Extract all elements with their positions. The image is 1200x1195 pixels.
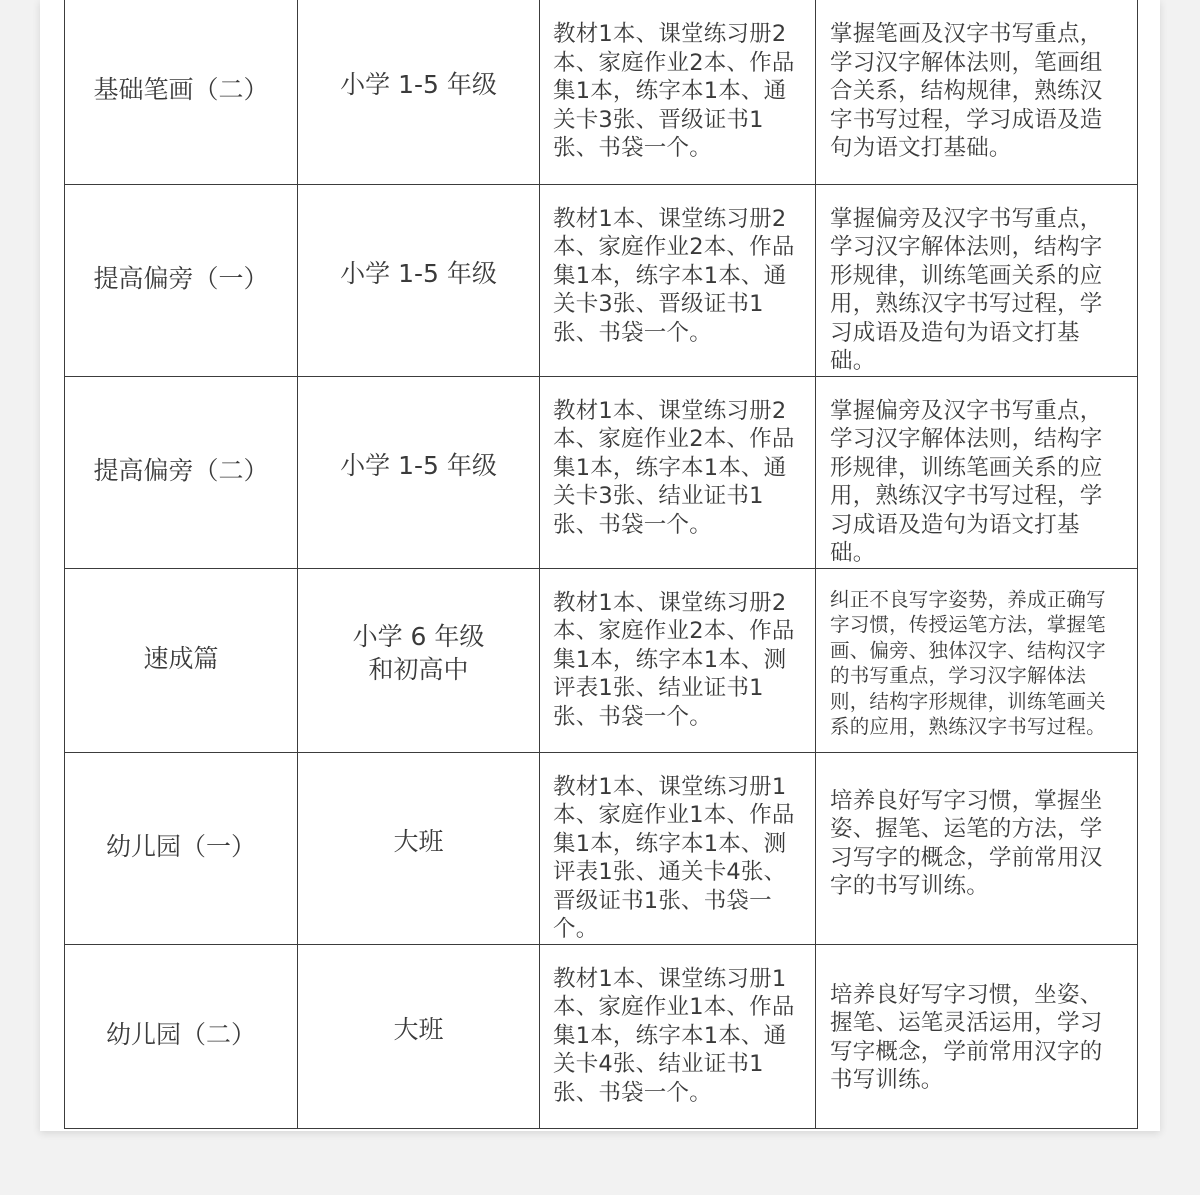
grade-line: 小学 1-5 年级 — [340, 70, 497, 100]
course-materials: 教材1本、课堂练习册2本、家庭作业2本、作品集1本，练字本1本、通关卡3张、晋级证书1张、书袋一个。 — [540, 0, 816, 184]
table-row — [65, 944, 1138, 1128]
course-grade — [298, 376, 540, 568]
course-goals: 掌握偏旁及汉字书写重点，学习汉字解体法则，结构字形规律，训练笔画关系的应用，熟练汉字书写过程，学习成语及造句为语文打基础。 — [816, 376, 1138, 568]
course-name: 提高偏旁（一） — [65, 184, 298, 376]
course-materials: 教材1本、课堂练习册2本、家庭作业2本、作品集1本，练字本1本、测评表1张、结业证书1张、书袋一个。 — [540, 568, 816, 752]
grade-line: 小学 1-5 年级 — [340, 258, 497, 288]
course-grade — [298, 0, 540, 184]
course-grade — [298, 568, 540, 752]
grade-line: 和初高中 — [368, 655, 469, 684]
table-row — [65, 0, 1138, 184]
course-card — [40, 0, 1160, 1131]
course-name: 速成篇 — [65, 568, 298, 752]
course-goals: 培养良好写字习惯，坐姿、握笔、运笔灵活运用，学习写字概念，学前常用汉字的书写训练。 — [816, 944, 1138, 1128]
table-row — [65, 184, 1138, 376]
table-row — [65, 376, 1138, 568]
grade-line: 大班 — [393, 826, 444, 856]
course-name: 基础笔画（二） — [65, 0, 298, 184]
table-row — [65, 752, 1138, 944]
course-grade — [298, 944, 540, 1128]
course-name: 幼儿园（一） — [65, 752, 298, 944]
course-goals: 掌握笔画及汉字书写重点，学习汉字解体法则，笔画组合关系，结构规律，熟练汉字书写过程，学习成语及造句为语文打基础。 — [816, 0, 1138, 184]
course-materials: 教材1本、课堂练习册2本、家庭作业2本、作品集1本，练字本1本、通关卡3张、结业证书1张、书袋一个。 — [540, 376, 816, 568]
grade-line: 小学 6 年级 — [352, 622, 485, 651]
course-goals: 培养良好写字习惯，掌握坐姿、握笔、运笔的方法，学习写字的概念，学前常用汉字的书写训练。 — [816, 752, 1138, 944]
course-goals: 掌握偏旁及汉字书写重点，学习汉字解体法则，结构字形规律，训练笔画关系的应用，熟练汉字书写过程，学习成语及造句为语文打基础。 — [816, 184, 1138, 376]
course-grade — [298, 752, 540, 944]
course-goals: 纠正不良写字姿势，养成正确写字习惯，传授运笔方法，掌握笔画、偏旁、独体汉字、结构汉字的书写重点，学习汉字解体法则，结构字形规律，训练笔画关系的应用，熟练汉字书写过程。 — [816, 568, 1138, 752]
grade-line: 小学 1-5 年级 — [340, 450, 497, 480]
course-name: 幼儿园（二） — [65, 944, 298, 1128]
table-row — [65, 568, 1138, 752]
course-materials: 教材1本、课堂练习册1本、家庭作业1本、作品集1本，练字本1本、通关卡4张、结业证书1张、书袋一个。 — [540, 944, 816, 1128]
course-table — [64, 0, 1138, 1129]
grade-line: 大班 — [393, 1014, 444, 1044]
course-grade — [298, 184, 540, 376]
course-materials: 教材1本、课堂练习册1本、家庭作业1本、作品集1本，练字本1本、测评表1张、通关卡4张、晋级证书1张、书袋一个。 — [540, 752, 816, 944]
course-name: 提高偏旁（二） — [65, 376, 298, 568]
course-materials: 教材1本、课堂练习册2本、家庭作业2本、作品集1本，练字本1本、通关卡3张、晋级证书1张、书袋一个。 — [540, 184, 816, 376]
